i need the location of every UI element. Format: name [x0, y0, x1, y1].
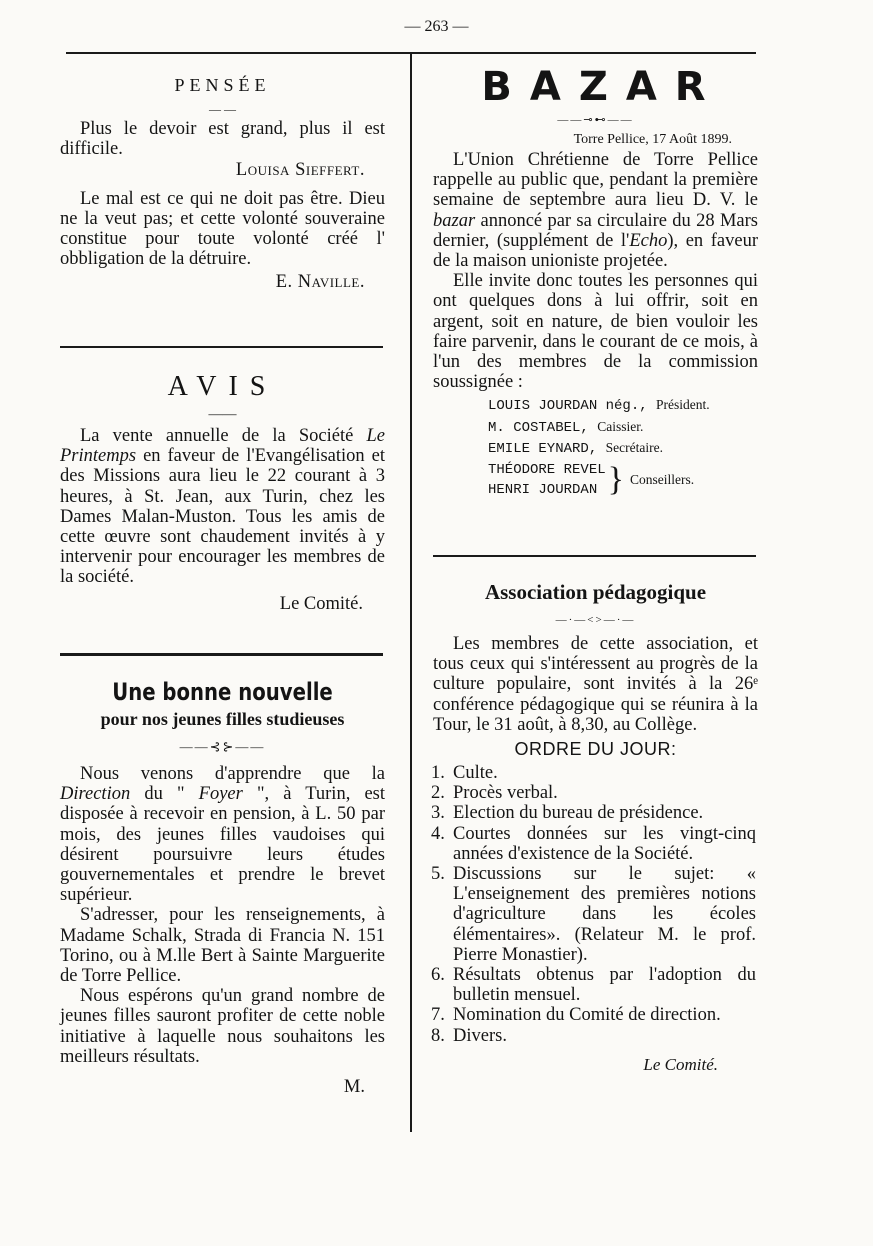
avis-separator: ——	[208, 407, 237, 422]
nouvelle-p1-direction: Direction	[60, 784, 131, 805]
column-divider	[410, 52, 412, 1132]
agenda-item	[431, 783, 756, 803]
agenda-item-number: 6.	[431, 965, 445, 986]
rule-after-bazar	[433, 555, 756, 557]
bazar-p1-echo: Echo	[629, 230, 668, 251]
agenda-item-text: Divers.	[453, 1025, 507, 1046]
bazar-ornament: ——⊸⊷——	[557, 114, 634, 126]
nouvelle-p1-a: Nous venons d'apprendre que la	[80, 764, 385, 784]
avis-signature: Le Comité.	[279, 593, 363, 614]
bazar-p1-bazar: bazar	[433, 210, 476, 231]
nouvelle-subtitle: pour nos jeunes filles studieuses	[100, 709, 345, 729]
avis-title: AVIS	[167, 371, 278, 402]
bazar-title: BAZAR	[481, 64, 724, 110]
agenda-item-number: 5.	[431, 864, 445, 885]
agenda-item-number: 1.	[431, 763, 445, 784]
agenda-item-text: Nomination du Comité de direction.	[453, 1005, 721, 1026]
association-signature: Le Comité.	[643, 1054, 718, 1074]
councillors-group	[488, 460, 758, 501]
nouvelle-ornament: ——⊰⊱——	[179, 739, 266, 754]
councillors-role: Conseillers.	[629, 472, 695, 488]
member-role: Caissier.	[597, 418, 644, 434]
member-role: Secrétaire.	[605, 440, 663, 456]
bazar-p1-b: annoncé par sa circulaire du 28 Mars dernier, (supplément de l'	[433, 210, 758, 251]
agenda-item-number: 7.	[431, 1005, 445, 1026]
bazar-paragraph-1	[433, 150, 758, 271]
agenda-item-text: Election du bureau de présidence.	[453, 803, 704, 824]
bazar-dateline: Torre Pellice, 17 Août 1899.	[573, 132, 732, 147]
member-row	[488, 438, 758, 460]
agenda-item-number: 8.	[431, 1025, 445, 1046]
avis-section	[60, 370, 385, 614]
avis-society-name: Le Printemps	[60, 426, 385, 467]
agenda-item	[431, 864, 756, 965]
agenda-item	[431, 763, 756, 783]
agenda-item-text: Procès verbal.	[453, 783, 558, 804]
agenda-list	[431, 763, 756, 1046]
agenda-item	[431, 965, 756, 1005]
pensee-author-1: Louisa Sieffert.	[235, 160, 365, 181]
member-row	[488, 417, 758, 439]
nouvelle-paragraph-3: Nous espérons qu'un grand nombre de jeunes filles sauront profiter de cette noble initiative à laquelle nous souhaitons les meilleurs résultats.	[60, 986, 385, 1067]
member-name: EMILE EYNARD,	[488, 441, 598, 458]
rule-after-avis	[60, 653, 383, 656]
association-title: Association pédagogique	[484, 580, 707, 604]
left-column	[60, 75, 385, 293]
pensee-quote-2: Le mal est ce qui ne doit pas être. Dieu ne la veut pas; et cette volonté souveraine constitue pour toute volonté créé l' obbligation de la détruire.	[60, 188, 385, 270]
nouvelle-title: Une bonne nouvelle	[112, 678, 333, 706]
association-ornament: —·—<>—·—	[555, 614, 636, 626]
page-number: — 263 —	[404, 18, 469, 35]
pensee-separator: — —	[209, 102, 236, 116]
agenda-item-text: Discussions sur le sujet: « L'enseignement des premières notions d'agriculture dans les écoles élémentaires». (Relateur M. le prof. Pierre Monastier).	[453, 864, 756, 965]
pensee-section	[60, 75, 385, 293]
pensee-title: PENSÉE	[174, 75, 271, 95]
association-section	[433, 578, 758, 1076]
nouvelle-paragraph-2: S'adresser, pour les renseignements, à Madame Schalk, Strada di Francia N. 151 Torino, ou à M.lle Bert à Sainte Marguerite de Torre Pellice.	[60, 905, 385, 987]
agenda-item-number: 2.	[431, 783, 445, 804]
councillor-name: HENRI JOURDAN	[488, 482, 598, 499]
nouvelle-signature: M.	[343, 1077, 365, 1098]
agenda-item-text: Résultats obtenus par l'adoption du bulletin mensuel.	[453, 965, 756, 1006]
councillors-names	[488, 460, 606, 501]
nouvelle-p1-b: du "	[130, 784, 199, 805]
bazar-p1-a: L'Union Chrétienne de Torre Pellice rappelle au public que, pendant la première semaine de septembre aura lieu D. V. le	[433, 150, 758, 211]
member-name: LOUIS JOURDAN nég.,	[488, 398, 648, 415]
councillors-brace: }	[607, 461, 624, 499]
nouvelle-p1-c: ", à Turin, est disposée à recevoir en pension, à L. 50 par mois, des jeunes filles vaudoises qui désirent poursuivre leurs études gouvernementales et prendre le brevet supérieur.	[60, 784, 385, 906]
agenda-title: ORDRE DU JOUR:	[514, 739, 677, 760]
bazar-p1-c: ), en faveur de la maison unioniste projetée.	[433, 230, 758, 272]
nouvelle-p1-foyer: Foyer	[198, 784, 243, 805]
avis-body	[60, 426, 385, 588]
nouvelle-section	[60, 676, 385, 1097]
member-role: Président.	[656, 397, 710, 413]
member-row	[488, 395, 758, 417]
councillor-name: THÉODORE REVEL	[488, 461, 606, 478]
member-name: M. COSTABEL,	[488, 419, 589, 436]
agenda-item	[431, 1026, 756, 1046]
agenda-item	[431, 803, 756, 823]
agenda-item-number: 4.	[431, 823, 445, 844]
agenda-item	[431, 824, 756, 864]
nouvelle-paragraph-1	[60, 764, 385, 905]
agenda-item-text: Courtes données sur les vingt-cinq années d'existence de la Société.	[453, 823, 756, 864]
pensee-author-2: E. Naville.	[275, 272, 365, 293]
agenda-item-text: Culte.	[453, 763, 498, 784]
bazar-section	[433, 64, 758, 501]
agenda-item-number: 3.	[431, 803, 445, 824]
rule-after-pensee	[60, 346, 383, 348]
avis-body-pre: La vente annuelle de la Société	[80, 426, 367, 446]
bazar-paragraph-2: Elle invite donc toutes les personnes qui ont quelques dons à lui offrir, soit en argent, soit en nature, de bien vouloir les faire parvenir, dans le courant de ce mois, à l'un des membres de la commission soussignée :	[433, 271, 758, 393]
avis-body-post: en faveur de l'Evangélisation et des Missions aura lieu le 22 courant à 3 heures, à St. Jean, aux Turin, chez les Dames Malan-Muston. Tous les amis de cette œuvre sont chaudement invités à y intervenir pour encourager les membres de la société.	[60, 446, 385, 588]
agenda-item	[431, 1005, 756, 1025]
pensee-quote-1: Plus le devoir est grand, plus il est difficile.	[60, 119, 385, 160]
commission-members	[433, 395, 758, 501]
association-intro: Les membres de cette association, et tous ceux qui s'intéressent au progrès de la culture populaire, sont invités à la 26ᵉ conférence pédagogique qui se réunira à la Tour, le 31 août, à 8,30, au Collège.	[433, 634, 758, 735]
